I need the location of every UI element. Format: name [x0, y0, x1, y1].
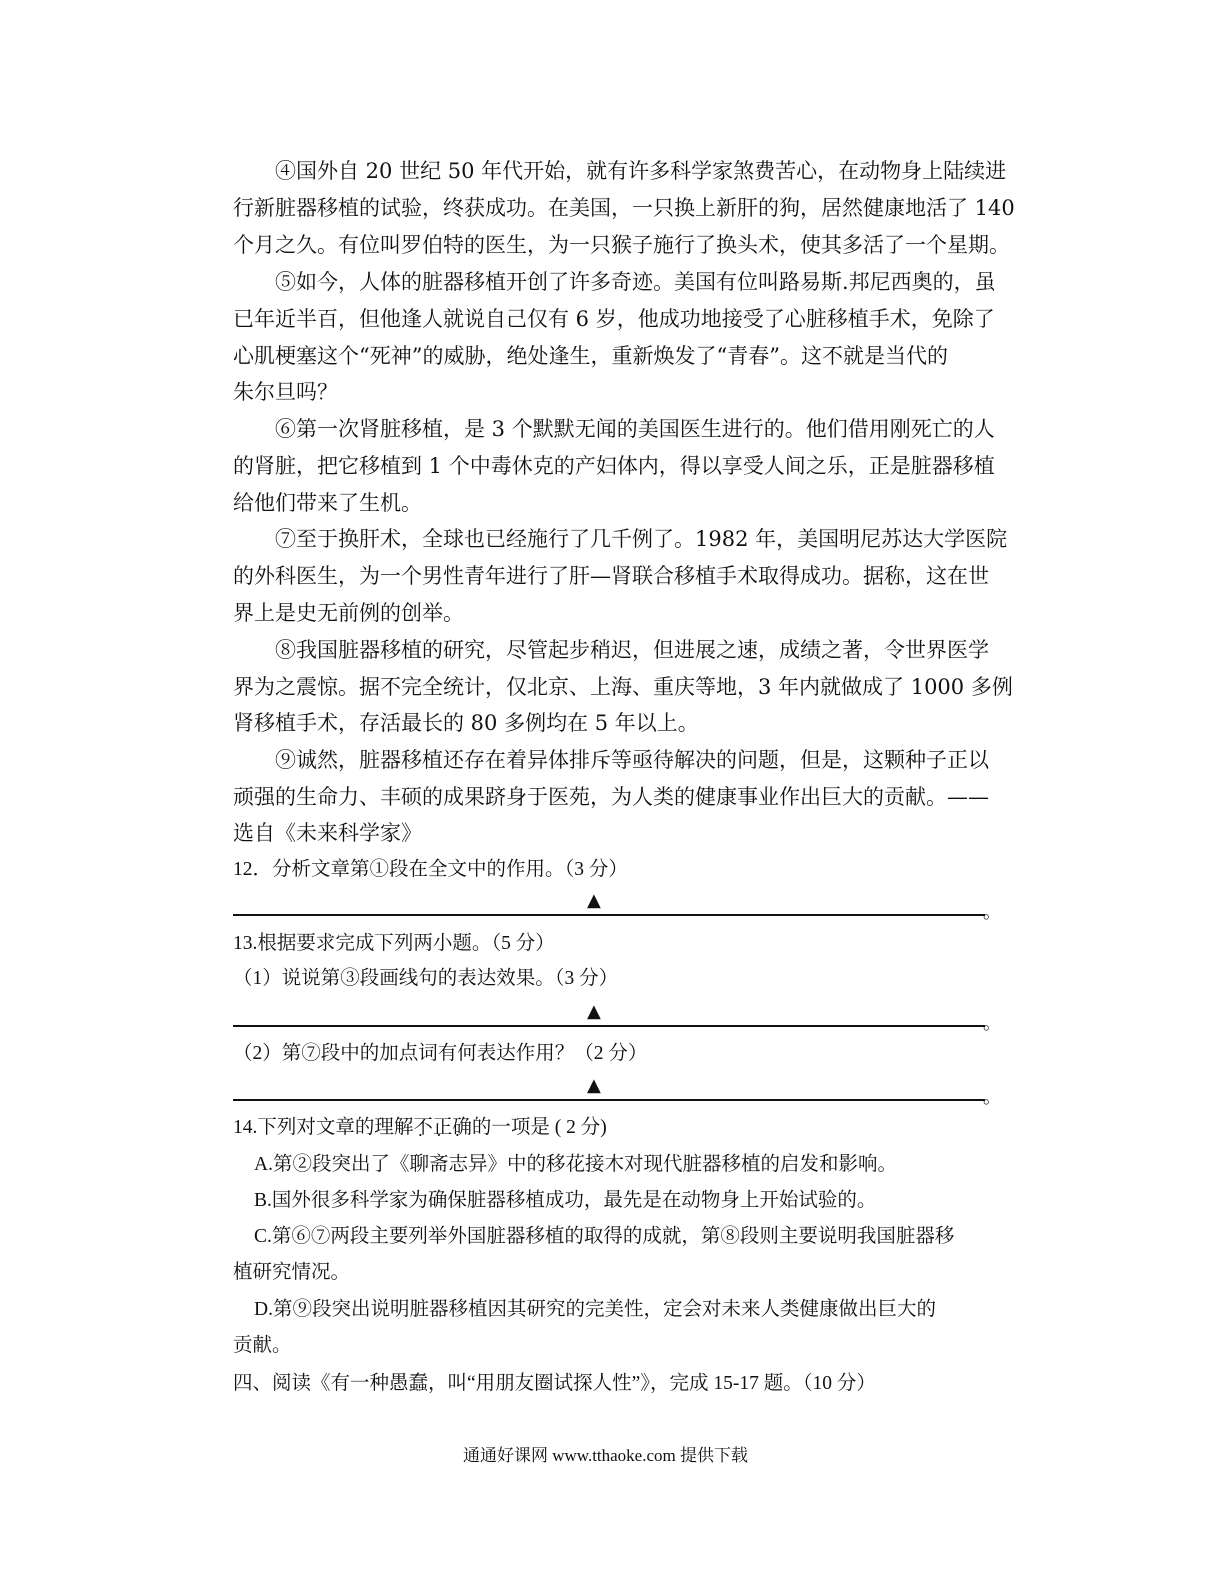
p5-line-3: 心肌梗塞这个“死神”的威胁，绝处逢生，重新焕发了“青春”。这不就是当代的 — [233, 344, 948, 368]
answer-line-13-1[interactable] — [233, 1001, 1001, 1034]
option-c[interactable]: C.第⑥⑦两段主要列举外国脏器移植的取得的成就，第⑧段则主要说明我国脏器移 — [254, 1226, 955, 1247]
option-b[interactable]: B.国外很多科学家为确保脏器移植成功，最先是在动物身上开始试验的。 — [254, 1190, 877, 1211]
p6-line-3: 给他们带来了生机。 — [233, 491, 422, 515]
answer-end-mark: 。 — [983, 1087, 1001, 1108]
p9-line-2: 顽强的生命力、丰硕的成果跻身于医苑，为人类的健康事业作出巨大的贡献。—— — [233, 785, 989, 809]
p8-line-3: 肾移植手术，存活最长的 80 多例均在 5 年以上。 — [233, 711, 699, 735]
p6-line-1: ⑥第一次肾脏移植，是 3 个默默无闻的美国医生进行的。他们借用刚死亡的人 — [275, 417, 995, 441]
p4-line-3: 个月之久。有位叫罗伯特的医生，为一只猴子施行了换头术，使其多活了一个星期。 — [233, 233, 1010, 257]
p5-line-2: 已年近半百，但他逢人就说自己仅有 6 岁，他成功地接受了心脏移植手术，免除了 — [233, 307, 995, 331]
triangle-marker-icon: ▲ — [587, 1001, 601, 1022]
emphasized-phrase: 不正确 · · · — [413, 1110, 472, 1146]
p7-line-2 — [233, 558, 989, 594]
p7-line-2-post: ，这在世 — [905, 564, 989, 588]
answer-end-mark: 。 — [983, 902, 1001, 923]
question-12: 12．分析文章第①段在全文中的作用。（3 分） — [233, 859, 628, 880]
option-c-cont: 植研究情况。 — [233, 1262, 351, 1283]
question-14 — [233, 1110, 1023, 1146]
question-13: 13.根据要求完成下列两小题。（5 分） — [233, 933, 555, 954]
p8-line-1: ⑧我国脏器移植的研究，尽管起步稍迟，但进展之速，成绩之著，令世界医学 — [275, 638, 989, 662]
p5-line-4: 朱尔旦吗？ — [233, 380, 338, 404]
section-4-heading: 四、阅读《有一种愚蠢，叫“用朋友圈试探人性”》，完成 15-17 题。（10 分） — [233, 1373, 876, 1394]
triangle-marker-icon: ▲ — [587, 890, 601, 911]
answer-line-12[interactable] — [233, 890, 1001, 923]
answer-end-mark: 。 — [983, 1013, 1001, 1034]
p4-line-1: ④国外自 20 世纪 50 年代开始，就有许多科学家煞费苦心，在动物身上陆续进 — [275, 159, 1007, 183]
page-footer: 通通好课网 www.tthaoke.com 提供下载 — [462, 1446, 749, 1465]
question-13-2: （2）第⑦段中的加点词有何表达作用？（2 分） — [233, 1043, 648, 1064]
option-d-cont: 贡献。 — [233, 1335, 292, 1356]
answer-line-13-2[interactable] — [233, 1075, 1001, 1108]
p9-line-3: 选自《未来科学家》 — [233, 821, 422, 845]
p9-line-1: ⑨诚然，脏器移植还存在着异体排斥等亟待解决的问题，但是，这颗种子正以 — [275, 748, 989, 772]
question-13-1: （1）说说第③段画线句的表达效果。（3 分） — [233, 968, 619, 989]
p7-line-3: 界上是史无前例的创举。 — [233, 601, 464, 625]
emphasized-word: 据称 · · — [863, 558, 905, 594]
option-a[interactable]: A.第②段突出了《聊斋志异》中的移花接木对现代脏器移植的启发和影响。 — [254, 1154, 897, 1175]
p4-line-2: 行新脏器移植的试验，终获成功。在美国，一只换上新肝的狗，居然健康地活了 140 — [233, 196, 1015, 220]
p6-line-2: 的肾脏，把它移植到 1 个中毒休克的产妇体内，得以享受人间之乐，正是脏器移植 — [233, 454, 995, 478]
question-14-pre: 14.下列对文章的理解 — [233, 1117, 414, 1138]
p7-line-2-pre: 的外科医生，为一个男性青年进行了肝—肾联合移植手术取得成功。 — [233, 564, 863, 588]
option-d[interactable]: D.第⑨段突出说明脏器移植因其研究的完美性，定会对未来人类健康做出巨大的 — [254, 1299, 936, 1320]
triangle-marker-icon: ▲ — [587, 1075, 601, 1096]
p5-line-1: ⑤如今，人体的脏器移植开创了许多奇迹。美国有位叫路易斯.邦尼西奥的，虽 — [275, 270, 996, 294]
p7-line-1: ⑦至于换肝术，全球也已经施行了几千例了。1982 年，美国明尼苏达大学医院 — [275, 527, 1008, 551]
p8-line-2: 界为之震惊。据不完全统计，仅北京、上海、重庆等地，3 年内就做成了 1000 多例 — [233, 675, 1013, 699]
question-14-post: 的一项是 ( 2 分) — [471, 1117, 607, 1138]
